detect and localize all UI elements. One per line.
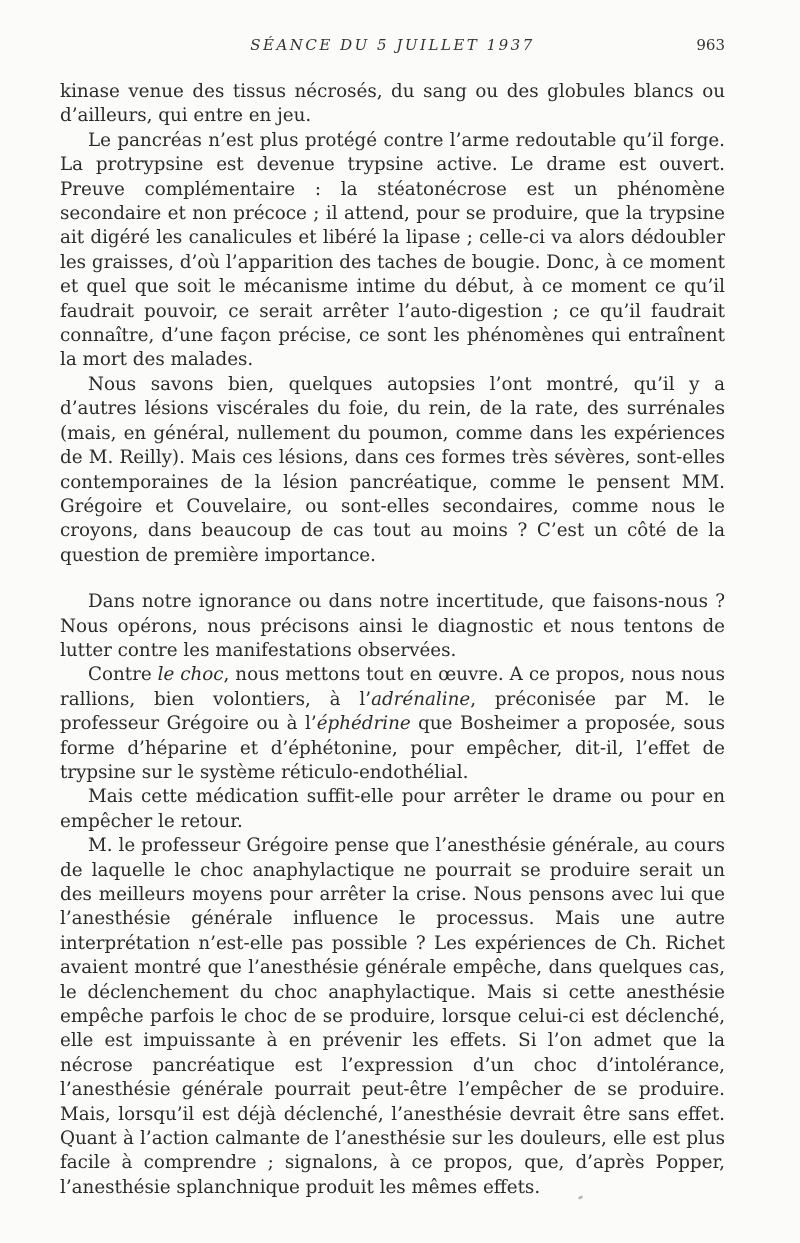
emphasis-adrenaline: adrénaline: [371, 688, 471, 710]
paragraph-3: Nous savons bien, quelques autopsies l’ont montré, qu’il y a d’autres lésions viscérales du foie, du rein, de la rate, des surrénales (mais, en général, nullement du poumon, comme dans les expériences de M. Reilly). Mais ces lésions, dans ces formes très sévères, sont-elles contemporaines de la lésion pancréatique, comme le pensent MM. Grégoire et Couvelaire, ou sont-elles secondaires, comme nous le croyons, dans beaucoup de cas tout au moins ? C’est un côté de la question de première importance.: [60, 373, 725, 566]
paragraph-6: Mais cette médication suffit-elle pour arrêter le drame ou pour en empêcher le retour.: [60, 786, 725, 832]
running-header-title: SÉANCE DU 5 JUILLET 1937: [250, 36, 535, 54]
paragraph-7: M. le professeur Grégoire pense que l’anesthésie générale, au cours de laquelle le choc anaphylactique ne pourrait se produire serait un des meilleurs moyens pour arrêter la crise. Nous pensons avec lui que l’anesthésie générale influence le processus. Mais une autre interprétation n’est-elle pas possible ? Les expériences de Ch. Richet avaient montré que l’anesthésie générale empêche, dans quelques cas, le déclenchement du choc anaphylactique. Mais si cette anesthésie empêche parfois le choc de se produire, lorsque celui-ci est déclenché, elle est impuissante à en prévenir les effets. Si l’on admet que la nécrose pancréatique est l’expression d’un choc d’intolérance, l’anesthésie générale pourrait peut-être l’empêcher de se produire. Mais, lorsqu’il est déjà déclenché, l’anesthésie devrait être sans effet. Quant à l’action calmante de l’anesthésie sur les douleurs, elle est plus facile à comprendre ; signalons, à ce propos, que, d’après Popper, l’anesthésie splanchnique produit les mêmes effets.: [60, 835, 725, 1198]
paragraph-1: kinase venue des tissus nécrosés, du sang ou des globules blancs ou d’ailleurs, qui entre en jeu.: [60, 81, 725, 127]
paragraph-2: Le pancréas n’est plus protégé contre l’arme redoutable qu’il forge. La protrypsine est devenue trypsine active. Le drame est ouvert. Preuve complémentaire : la stéatonécrose est un phénomène secondaire et non précoce ; il attend, pour se produire, que la trypsine ait digéré les canalicules et libéré la lipase ; celle-ci va alors dédoubler les graisses, d’où l’apparition des taches de bougie. Donc, à ce moment et quel que soit le mécanisme intime du début, à ce moment ce qu’il faudrait pouvoir, ce serait arrêter l’auto-digestion ; ce qu’il faudrait connaître, d’une façon précise, ce sont les phénomènes qui entraînent la mort des malades.: [60, 129, 725, 371]
body-text: [60, 80, 725, 1200]
emphasis-le-choc: le choc: [157, 664, 224, 686]
page-number: 963: [696, 36, 725, 54]
paragraph-5-text: , préconisée par M. le professeur Grégoire ou à l’: [60, 688, 725, 735]
paragraph-5: [60, 663, 725, 785]
paragraph-4: Dans notre ignorance ou dans notre incertitude, que faisons-nous ? Nous opérons, nous précisons ainsi le diagnostic et nous tentons de lutter contre les manifestations observées.: [60, 591, 725, 661]
paragraph-5-text: Contre: [88, 664, 158, 686]
paragraph-5-text: que Bosheimer a proposée, sous forme d’héparine et d’éphétonine, pour empêcher, dit-il, l’effet de trypsine sur le système réticulo-endothélial.: [60, 713, 725, 783]
emphasis-ephedrine: éphédrine: [316, 713, 411, 735]
paragraph-5-text: , nous mettons tout en œuvre. A ce propos, nous nous rallions, bien volontiers, à l’: [60, 664, 725, 710]
running-header: [60, 36, 725, 58]
